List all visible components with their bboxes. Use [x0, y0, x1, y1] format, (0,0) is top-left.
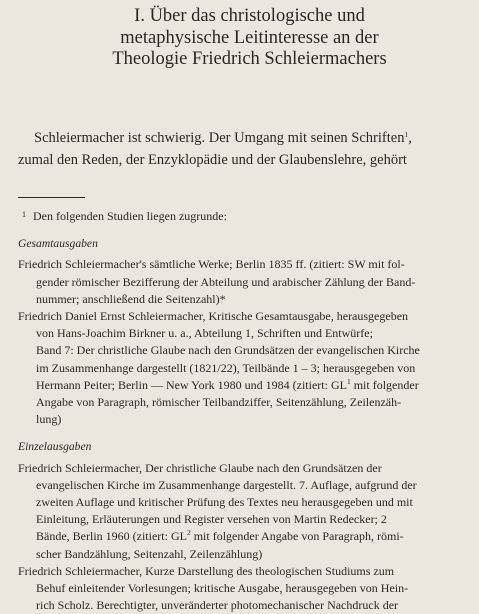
- superscript: 2: [186, 528, 191, 538]
- entry-line-text: mit folgender Angabe von Paragraph, römi-: [190, 529, 404, 544]
- bibliography-entry: [18, 308, 469, 428]
- footnote-mark: 1: [22, 210, 26, 219]
- entry-line: Band 7: Der christliche Glaube nach den Grundsätzen der evangelischen Kirche: [36, 343, 420, 358]
- section-heading-einzelausgaben: Einzelausgaben: [18, 440, 92, 454]
- entry-line: Friedrich Schleiermacher, Kurze Darstellung des theologischen Studiums zum: [18, 563, 395, 578]
- footnote: [18, 206, 469, 614]
- superscript: 1: [346, 376, 351, 386]
- chapter-title-line: I. Über das christologische und: [134, 6, 365, 26]
- entry-line-text: Bände, Berlin 1960 (zitiert: GL: [36, 529, 187, 544]
- entry-line: Angabe von Paragraph, römischer Teilbandziffer, Seitenzählung, Zeilenzäh-: [36, 395, 402, 410]
- section-heading-gesamtausgaben: Gesamtausgaben: [18, 237, 98, 251]
- chapter-title: [40, 6, 459, 71]
- body-line-text: Schleiermacher ist schwierig. Der Umgang mit seinen Schriften: [34, 130, 405, 146]
- entry-line: Friedrich Schleiermacher's sämtliche Werke; Berlin 1835 ff. (zitiert: SW mit fol-: [18, 257, 405, 272]
- bibliography-entry: [18, 460, 469, 563]
- bibliography-entry: [18, 256, 469, 308]
- footnote-reference: 1: [404, 130, 409, 139]
- entry-line: evangelischen Kirche im Zusammenhange dargestellt. 7. Auflage, aufgrund der: [36, 477, 417, 492]
- entry-line: Friedrich Schleiermacher, Der christliche Glaube nach den Grundsätzen der: [18, 460, 382, 475]
- entry-line: lung): [36, 412, 62, 427]
- entry-line: rich Scholz. Berechtigter, unveränderter photomechanischer Nachdruck der: [36, 598, 399, 613]
- body-line: zumal den Reden, der Enzyklopädie und der Glaubenslehre, gehört: [18, 152, 407, 168]
- entry-line: scher Bandzählung, Seitenzahl, Zeilenzählung): [36, 546, 263, 561]
- entry-line: Friedrich Daniel Ernst Schleiermacher, Kritische Gesamtausgabe, herausgegeben: [18, 309, 409, 324]
- entry-line: nummer; anschließend die Seitenzahl)*: [36, 291, 226, 306]
- entry-line: [18, 528, 469, 545]
- footnote-separator: [18, 197, 85, 198]
- body-paragraph: [18, 127, 467, 171]
- footnote-intro: [22, 206, 469, 225]
- entry-line: Behuf einleitender Vorlesungen; kritische Ausgabe, herausgegeben von Hein-: [36, 581, 409, 596]
- entry-line: im Zusammenhange dargestellt (1821/22), Teilbände 1 – 3; herausgegeben von: [36, 360, 416, 375]
- chapter-title-line: Theologie Friedrich Schleiermachers: [112, 49, 387, 69]
- entry-line-text: mit folgender: [350, 377, 419, 392]
- footnote-intro-text: Den folgenden Studien liegen zugrunde:: [33, 209, 227, 223]
- entry-line: [18, 377, 469, 394]
- entry-line: Einleitung, Erläuterungen und Register versehen von Martin Redecker; 2: [36, 512, 387, 527]
- entry-line: gender römischer Bezifferung der Abteilung und arabischer Zählung der Band-: [36, 274, 416, 289]
- entry-line-text: Hermann Peiter; Berlin — New York 1980 und 1984 (zitiert: GL: [36, 377, 347, 392]
- chapter-title-line: metaphysische Leitinteresse an der: [120, 27, 379, 48]
- bibliography-entry: [18, 563, 469, 614]
- body-line: Schleiermacher ist schwierig. Der Umgang mit seinen Schriften$^1$,: [34, 130, 412, 146]
- entry-line: von Hans-Joachim Birkner u. a., Abteilung 1, Schriften und Entwürfe;: [36, 326, 373, 341]
- entry-line: zweiten Auflage und kritischer Prüfung des Textes neu herausgegeben und mit: [36, 495, 413, 510]
